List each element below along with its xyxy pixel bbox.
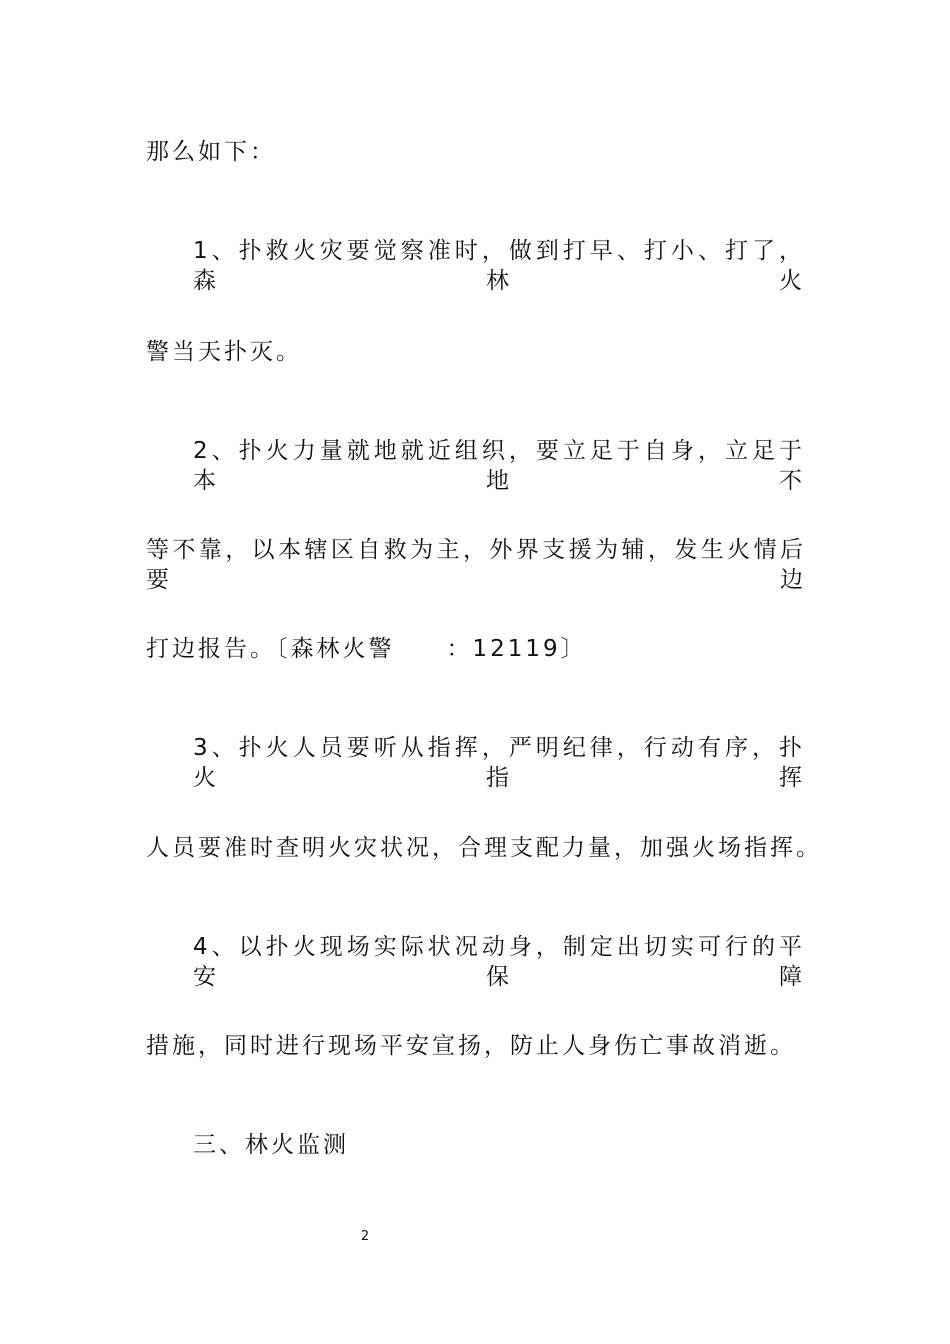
text-line-item-1-end: 警当天扑灭。 [146, 339, 302, 365]
text-line-item-3-start: 3、扑火人员要听从指挥，严明纪律，行动有序，扑火指挥 [193, 735, 805, 791]
text-line-item-2-middle: 等不靠，以本辖区自救为主，外界支援为辅，发生火情后要边 [146, 537, 806, 593]
text-line-intro: 那么如下： [146, 139, 276, 165]
page-number: 2 [360, 1229, 370, 1244]
text-line-item-4-start: 4、以扑火现场实际状况动身，制定出切实可行的平安保障 [193, 934, 805, 990]
text-line-item-2-end: 打边报告。〔森林火警 ：12119〕 [146, 636, 587, 662]
text-line-item-4-end: 措施，同时进行现场平安宣扬，防止人身伤亡事故消逝。 [146, 1033, 796, 1059]
text-line-item-1-start: 1、扑救火灾要觉察准时，做到打早、打小、打了，森林火 [193, 238, 805, 294]
text-line-item-3-end: 人员要准时查明火灾状况，合理支配力量，加强火场指挥。 [146, 835, 822, 861]
section-heading-forest-fire-monitoring: 三、林火监测 [193, 1132, 349, 1158]
text-line-item-2-start: 2、扑火力量就地就近组织，要立足于自身，立足于本地不 [193, 438, 805, 494]
